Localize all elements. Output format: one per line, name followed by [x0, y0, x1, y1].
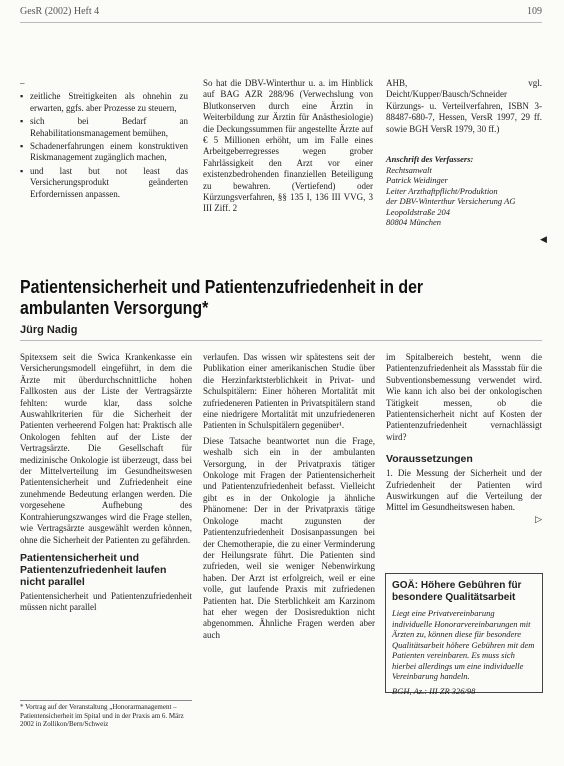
list-item: ▪ zeitliche Streitigkeiten als ohnehin zu erwarten, ggfs. aber Prozesse zu steuern, [20, 91, 188, 114]
address-heading: Anschrift des Verfassers: [386, 154, 474, 164]
footnote: * Vortrag auf der Veranstaltung „Honorarmanagement – Patientensicherheit im Spital und in der Praxis am 6. März 2002 in Zollikon/Bern/Schweiz [20, 700, 192, 729]
top-column-2: So hat die DBV-Winterthur u. a. im Hinblick auf BAG AZR 288/96 (Verwechslung von Blutkonserven durch eine Ärztin in Weiterbildung zur Ärztin für Anästhesiologie) die Deckungssummen für angestellte Ärzte auf € 5 Millionen erhöht, um im Falle eines Arbeitgeberregresses wegen grober Fahrlässigkeit den Arzt vor einer existenzbedrohenden finanziellen Beteiligung zu bewahren. (Vertiefend) oder Kürzungsverfahren, §§ 135 I, 136 III VVG, 3 III Ziff. 2 [203, 78, 373, 214]
body-column-1 [20, 352, 192, 614]
dash-marker: – [20, 78, 25, 88]
page-number: 109 [527, 6, 542, 17]
list-item: ▪ sich bei Bedarf an Rehabilitationsmanagement bemühen, [20, 116, 188, 139]
address-line: Leopoldstraße 204 [386, 206, 450, 217]
list-item: ▪ und last but not least das Versicherungsprodukt geänderten Erfordernissen anpassen. [20, 166, 188, 200]
author-address [386, 154, 536, 228]
info-box-source: BGH, Az.: III ZR 326/98 [392, 685, 476, 696]
section-heading: Patientensicherheit und Patientenzufriedenheit laufen nicht parallel [20, 551, 167, 588]
info-box [385, 573, 543, 696]
body-column-3 [386, 352, 542, 525]
address-line: Patrick Weidinger [386, 175, 448, 185]
continued-icon: ▷ [535, 513, 542, 524]
section-heading: Voraussetzungen [386, 453, 473, 466]
paragraph: Spitexsem seit die Swica Krankenkasse ein Versicherungsmodell eingeführt, in dem die Ärzte mit überdurchschnittliche hohen Fallkosten aus der Liste der Vertragsärzte fehlten: wurde klar, dass solche Auswahlkriterien für die Sicherheit der Patienten verheerend Folgen hat: Praktisch alle Onkologen fehlten auf der Liste der Vertragsärzte. Die Gesellschaft für medizinische Onkologie ist überzeugt, dass bei der Mittelverteilung im Gesundheitswesen Patientensicherheit und Zufriedenheit eine zunehmende Bedeutung erlangen werden. Die vorgesehene Aufhebung des Kontrahierungszwanges wird die Frage stellen, wie Vertragsärzte ausgewählt werden können, ohne die Sicherheit der Patienten zu gefährden. [20, 352, 192, 545]
running-header [20, 6, 542, 23]
info-box-title: GOÄ: Höhere Gebühren für besondere Qualitätsarbeit [392, 580, 522, 603]
top-column-3: AHB, vgl. Deicht/Kupper/Bausch/Schneider Kürzungs- u. Verteilverfahren, ISBN 3-88487-680-7, Hessen, VersR 1997, 29 ff. sowie BGH VersR 1979, 30 ff.) [386, 78, 542, 134]
info-box-body: Liegt eine Privatvereinbarung individuelle Honorarvereinbarungen mit Ärzten zu, können diese für besondere Qualitätsarbeit höhere Gebühren mit dem Patienten vereinbaren. Es muss sich hierbei allerdings um eine individuelle Vereinbarung handeln. [392, 608, 535, 681]
paragraph: im Spitalbereich besteht, wenn die Patientenzufriedenheit als Massstab für die Subventionsbemessung verwendet wird. Wie kann ich also bei der onkologischen Tätigkeit messen, ob die Patientensicherheit nicht auf Kosten der Patientenzufriedenheit vernachlässigt wird? [386, 352, 542, 442]
journal-issue: GesR (2002) Heft 4 [20, 6, 100, 17]
address-line: der DBV-Winterthur Versicherung AG [386, 196, 516, 206]
address-line: Leiter Arzthaftpflicht/Produktion [386, 185, 498, 196]
body-column-2 [203, 352, 375, 641]
top-column-1 [20, 78, 188, 202]
paragraph: 1. Die Messung der Sicherheit und der Zufriedenheit der Patienten wird Auswirkungen auf die Verteilung der Mittel im Gesundheitswesen haben. [386, 468, 542, 513]
paragraph: Diese Tatsache beantwortet nun die Frage, weshalb sich ein in der ambulanten Versorgung, in der Privatpraxis tätiger Onkologe mit Fragen der Patientensicherheit und Patientenzufriedenheit befasst. Vielleicht gibt es in der Onkologie ja ähnliche Phänomene: Der in der Privatpraxis tätige Onkologe macht zugunsten der Patientenzufriedenheit Dosisanpassungen bei der Chemotherapie, die zu einer Verminderung der Heilungsrate führt. Die Patienten sind zufrieden, weil sie weniger Nebenwirkung haben. Der Arzt ist erfolgreich, weil er eine volle, gut laufende Praxis mit zufriedenen Patienten hat. Die Sterblichkeit am Karzinom hat eher wegen der Dosisreduktion nicht abgenommen. Ähnliche Fragen werden aber auch [203, 435, 375, 640]
article-author: Jürg Nadig [20, 324, 78, 336]
divider [20, 340, 542, 341]
end-of-article-icon: ◀ [540, 234, 547, 244]
address-line: 80804 München [386, 217, 442, 227]
list-item: ▪ Schadenerfahrungen einem konstruktiven Riskmanagement zugänglich machen, [20, 141, 188, 164]
paragraph: verlaufen. Das wissen wir spätestens seit der Publikation einer amerikanischen Studie über die Herzinfarktsterblichkeit in Privat- und Schulspitälern: Einer höheren Mortalität mit zufriedeneren Patienten in Privatspitälern stand eine niedrigere Mortalität mit unzufriedeneren Patienten in Schulspitälern gegenüber¹. [203, 352, 375, 431]
address-line: Rechtsanwalt [386, 164, 432, 175]
paragraph: Patientensicherheit und Patientenzufriedenheit müssen nicht parallel [20, 590, 192, 613]
article-title: Patientensicherheit und Patientenzufriedenheit in der ambulanten Versorgung* [20, 276, 424, 318]
